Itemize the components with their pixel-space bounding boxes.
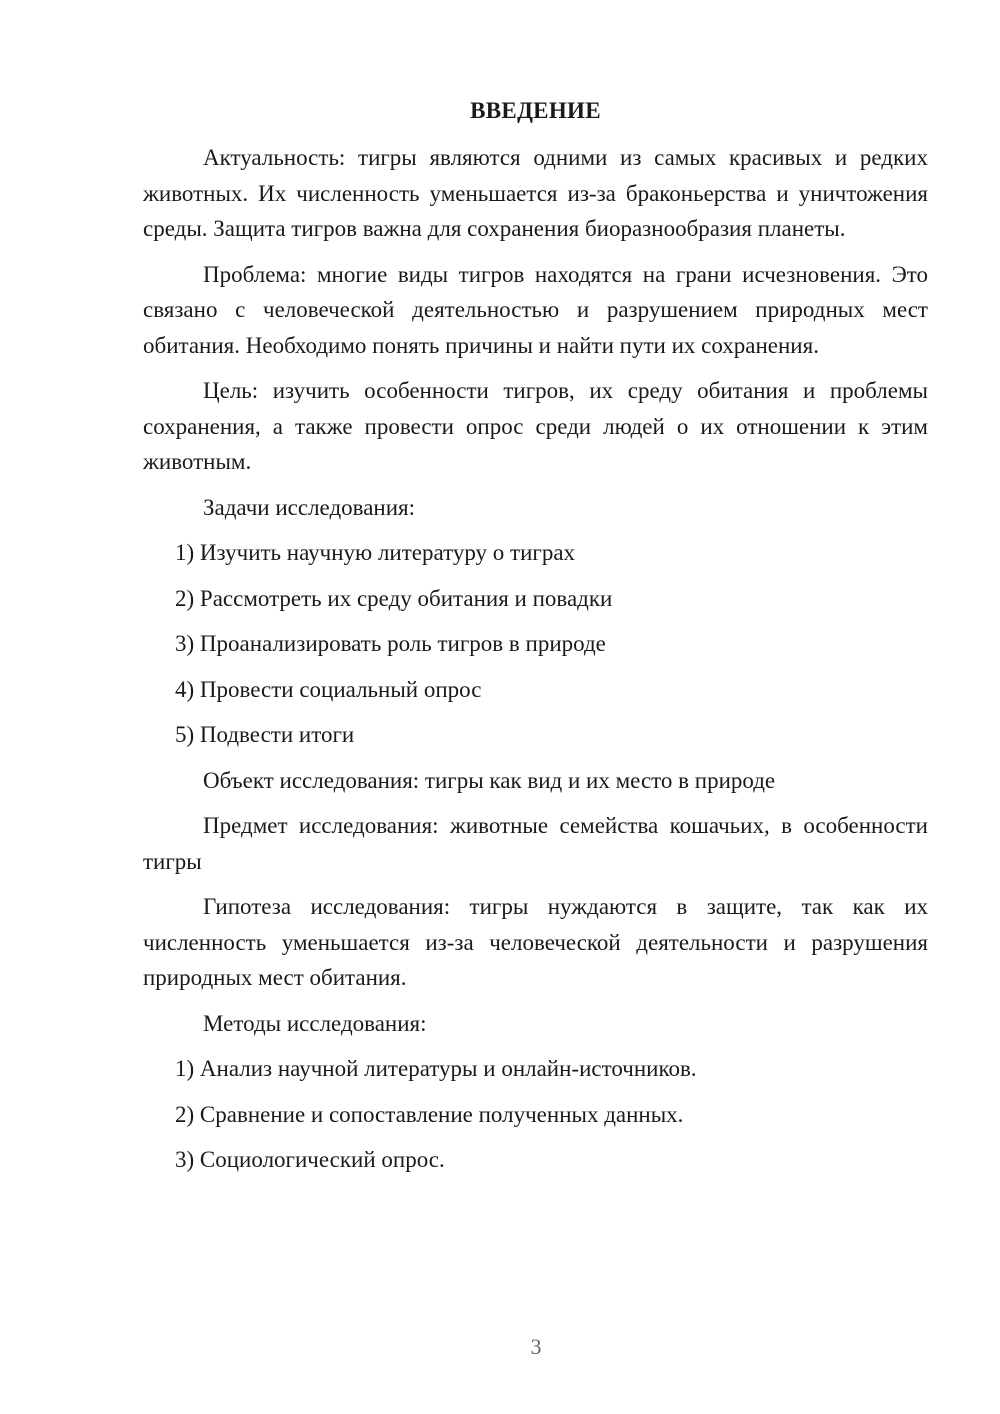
- method-item: 3) Социологический опрос.: [175, 1147, 445, 1172]
- document-page: [143, 96, 928, 1188]
- tasks-heading: Задачи исследования:: [203, 494, 416, 520]
- task-item: 2) Рассмотреть их среду обитания и повадки: [175, 585, 613, 611]
- methods-heading: Методы исследования:: [203, 1010, 427, 1036]
- page-title: ВВЕДЕНИЕ: [470, 98, 601, 123]
- task-item: 1) Изучить научную литературу о тиграх: [175, 540, 576, 565]
- problem-paragraph: Проблема: многие виды тигров находятся на грани исчезновения. Это связано с человеческой деятельностью и разрушением природных мест обитания. Необходимо понять причины и найти пути их сохранения.: [143, 261, 928, 358]
- subject-paragraph: Предмет исследования: животные семейства кошачьих, в особенности тигры: [143, 813, 928, 874]
- task-item: 3) Проанализировать роль тигров в природе: [175, 631, 606, 656]
- method-item: 1) Анализ научной литературы и онлайн-источников.: [175, 1056, 697, 1081]
- hypothesis-paragraph: Гипотеза исследования: тигры нуждаются в защите, так как их численность уменьшается из-за человеческой деятельности и разрушения природных мест обитания.: [143, 894, 928, 990]
- page-number: 3: [530, 1334, 542, 1359]
- task-item: 4) Провести социальный опрос: [175, 676, 482, 702]
- goal-paragraph: Цель: изучить особенности тигров, их среду обитания и проблемы сохранения, а также провести опрос среди людей о их отношении к этим животным.: [143, 378, 928, 474]
- relevance-paragraph: Актуальность: тигры являются одними из самых красивых и редких животных. Их численность уменьшается из-за браконьерства и уничтожения среды. Защита тигров важна для сохранения биоразнообразия планеты.: [143, 145, 928, 241]
- task-item: 5) Подвести итоги: [175, 722, 355, 747]
- object-paragraph: Объект исследования: тигры как вид и их место в природе: [203, 767, 776, 793]
- method-item: 2) Сравнение и сопоставление полученных данных.: [175, 1101, 684, 1127]
